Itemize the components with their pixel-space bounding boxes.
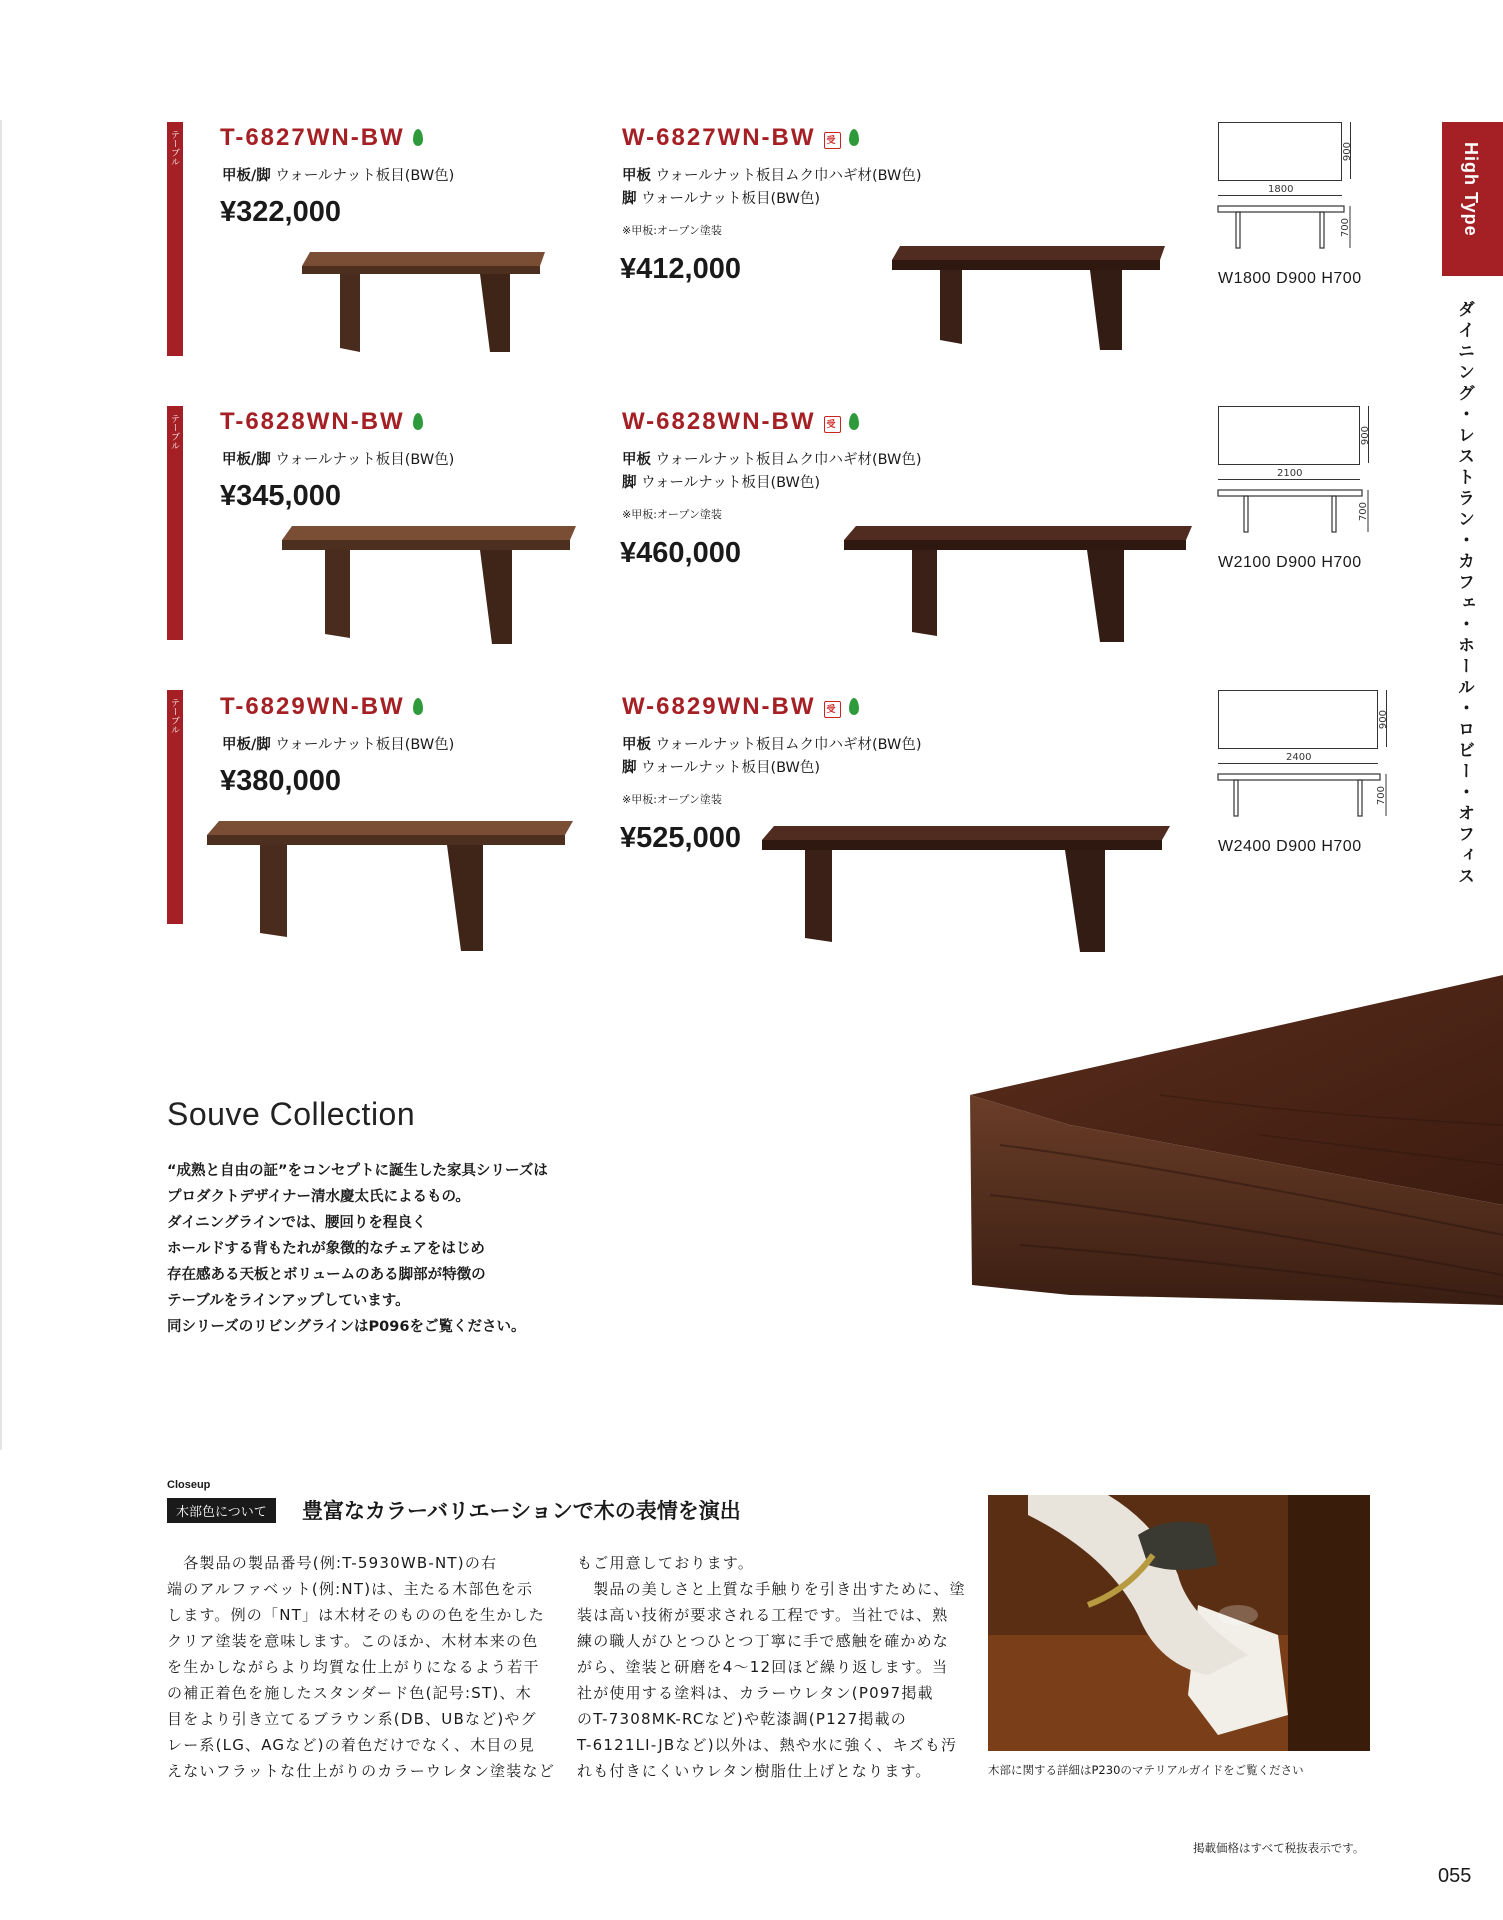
dim-line [1218,195,1342,196]
product-code: T-6829WN-BW [220,693,423,721]
product-note: ※甲板:オープン塗装 [622,793,722,806]
text-line: えないフラットな仕上がりのカラーウレタン塗装など [167,1762,555,1780]
text-line: 目をより引き立てるブラウン系(DB、UBなど)やグ [167,1710,537,1728]
text-line: 端のアルファベット(例:NT)は、主たる木部色を示 [167,1580,534,1598]
description-line: “成熟と自由の証”をコンセプトに誕生した家具シリーズは [167,1163,548,1179]
table-image [205,815,575,955]
closeup-column-1 [167,1550,555,1784]
top-view-diagram [1218,690,1378,749]
text-line: を生かしながらより均質な仕上がりになるよう若干 [167,1658,540,1676]
width-label: 2100 [1277,468,1303,479]
product-spec: 甲板 ウォールナット板目ムク巾ハギ材(BW色) [622,168,922,184]
closeup-heading: 豊富なカラーバリエーションで木の表情を演出 [302,1499,741,1523]
text-line: のT-7308MK-RCなど)や乾漆調(P127掲載の [577,1710,907,1728]
description-line: ホールドする背もたれが象徴的なチェアをはじめ [167,1241,485,1257]
product-code: W-6827WN-BW 受 [622,124,859,152]
description-line: プロダクトデザイナー清水慶太氏によるもの。 [167,1189,470,1205]
collection-title: Souve Collection [167,1096,416,1132]
product-note: ※甲板:オープン塗装 [622,508,722,521]
product-price: ¥412,000 [620,253,741,285]
width-label: 2400 [1286,752,1312,763]
page-edge-rule [0,120,2,1450]
row-tag-bar [167,406,183,640]
product-code: W-6829WN-BW 受 [622,693,859,721]
eco-leaf-icon [849,413,859,430]
side-tab-label: High Type [1461,142,1481,237]
text-line: れも付きにくいウレタン樹脂仕上げとなります。 [577,1762,932,1780]
text-line: 製品の美しさと上質な手触りを引き出すために、塗 [577,1580,966,1598]
table-image [842,520,1197,650]
row-tag-label: テーブル [169,130,179,166]
description-line: テーブルをラインアップしています。 [167,1293,410,1309]
eco-leaf-icon [413,413,423,430]
dim-line [1218,479,1360,480]
closeup-column-2 [577,1550,966,1784]
text-line: もご用意しております。 [577,1554,755,1572]
product-price: ¥345,000 [220,480,341,512]
eco-leaf-icon [849,129,859,146]
text-line: の補正着色を施したスタンダード色(記号:ST)、木 [167,1684,532,1702]
height-label: 700 [1376,786,1387,806]
product-spec: 甲板/脚 ウォールナット板目(BW色) [222,452,455,468]
table-image [760,820,1175,960]
side-category: ダイニング・レストラン・カフェ・ホール・ロビー・オフィス [1454,300,1474,888]
product-spec: 脚 ウォールナット板目(BW色) [622,760,821,776]
product-spec: 甲板/脚 ウォールナット板目(BW色) [222,168,455,184]
made-to-order-badge: 受 [824,416,841,433]
product-spec: 脚 ウォールナット板目(BW色) [622,475,821,491]
height-label: 700 [1358,502,1369,522]
made-to-order-badge: 受 [824,701,841,718]
text-line: 各製品の製品番号(例:T-5930WB-NT)の右 [167,1554,498,1572]
product-spec: 甲板 ウォールナット板目ムク巾ハギ材(BW色) [622,737,922,753]
dimensions-summary: W2100 D900 H700 [1218,554,1362,571]
table-image [890,240,1170,360]
collection-description [167,1158,548,1340]
text-line: 練の職人がひとつひとつ丁寧に手で感触を確かめな [577,1632,950,1650]
product-code: T-6827WN-BW [220,124,423,152]
text-line: レー系(LG、AGなど)の着色だけでなく、木目の見 [167,1736,536,1754]
depth-label: 900 [1378,710,1389,730]
tabletop-closeup-photo [960,975,1503,1305]
side-tab[interactable] [1442,122,1503,276]
product-code: W-6828WN-BW 受 [622,408,859,436]
closeup-label: Closeup [167,1479,211,1491]
product-code: T-6828WN-BW [220,408,423,436]
dim-line [1218,763,1378,764]
text-line: します。例の「NT」は木材そのものの色を生かした [167,1606,545,1624]
table-image [300,240,550,360]
product-price: ¥460,000 [620,537,741,569]
eco-leaf-icon [413,698,423,715]
width-label: 1800 [1268,184,1294,195]
depth-label: 900 [1360,426,1371,446]
top-view-diagram [1218,122,1342,181]
made-to-order-badge: 受 [824,132,841,149]
text-line: 装は高い技術が要求される工程です。当社では、熟 [577,1606,949,1624]
top-view-diagram [1218,406,1360,465]
eco-leaf-icon [849,698,859,715]
product-spec: 甲板/脚 ウォールナット板目(BW色) [222,737,455,753]
depth-label: 900 [1342,142,1353,162]
page-number: 055 [1438,1865,1472,1887]
text-line: 社が使用する塗料は、カラーウレタン(P097掲載 [577,1684,934,1702]
row-tag-label: テーブル [169,414,179,450]
text-line: クリア塗装を意味します。このほか、木材本来の色 [167,1632,539,1650]
height-label: 700 [1340,218,1351,238]
eco-leaf-icon [413,129,423,146]
description-line: 同シリーズのリビングラインはP096をご覧ください。 [167,1319,526,1335]
text-line: がら、塗装と研磨を4〜12回ほど繰り返します。当 [577,1658,949,1676]
description-line: 存在感ある天板とボリュームのある脚部が特徴の [167,1267,486,1283]
text-line: T-6121LI-JBなど)以外は、熱や水に強く、キズも汚 [577,1736,958,1754]
craftsman-photo [988,1495,1370,1751]
product-spec: 脚 ウォールナット板目(BW色) [622,191,821,207]
photo-caption: 木部に関する詳細はP230のマテリアルガイドをご覧ください [988,1763,1304,1777]
table-image [280,520,580,650]
product-note: ※甲板:オープン塗装 [622,224,722,237]
product-price: ¥525,000 [620,822,741,854]
closeup-badge: 木部色について [167,1498,276,1523]
product-price: ¥322,000 [220,196,341,228]
tax-note: 掲載価格はすべて税抜表示です。 [1193,1841,1365,1855]
row-tag-label: テーブル [169,698,179,734]
product-spec: 甲板 ウォールナット板目ムク巾ハギ材(BW色) [622,452,922,468]
description-line: ダイニングラインでは、腰回りを程良く [167,1215,427,1231]
row-tag-bar [167,122,183,356]
dimensions-summary: W2400 D900 H700 [1218,838,1362,855]
row-tag-bar [167,690,183,924]
product-price: ¥380,000 [220,765,341,797]
dimensions-summary: W1800 D900 H700 [1218,270,1362,287]
